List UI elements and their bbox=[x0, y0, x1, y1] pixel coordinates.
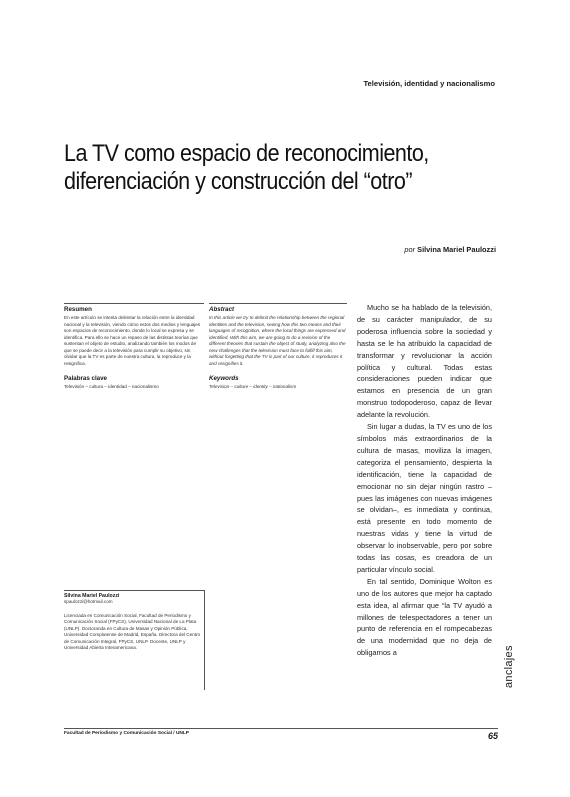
title-line-1: La TV como espacio de reconocimiento, bbox=[64, 140, 429, 167]
author-bio: Licenciada en Comunicación Social, Facultad de Periodismo y Comunicación Social (FPyCS), Universidad Nacional de La Plata (UNLP). Doctoranda en Cultura de Masas y Opinión Pública, Universidad Complutense de Madrid, España. Directora del Centro de Comunicación Integral, FPyCS, UNLP. Docente, UNLP y Universidad Abierta Interamericana. bbox=[64, 612, 201, 650]
body-text bbox=[357, 302, 492, 659]
byline-prefix: por bbox=[404, 245, 416, 254]
keywords-heading: Palabras clave bbox=[64, 375, 108, 382]
body-paragraph: En tal sentido, Dominique Wolton es uno de los autores que mejor ha captado esta idea, al afirmar que “la TV ayudó a millones de telespectadores a tener un punto de referencia en el rompecabezas de una modernidad que no deja de obligarnos a bbox=[357, 576, 492, 658]
resumen-block bbox=[64, 306, 202, 391]
running-head: Televisión, identidad y nacionalismo bbox=[363, 79, 495, 88]
footer-text: Facultad de Periodismo y Comunicación Social / UNLP bbox=[64, 731, 190, 736]
abstract-heading: Abstract bbox=[209, 306, 235, 313]
article-title bbox=[64, 140, 451, 196]
title-line-2: diferenciación y construcción del “otro” bbox=[64, 168, 412, 195]
resumen-heading: Resumen bbox=[64, 306, 92, 313]
abstract-text: In this article we try to delimit the relationship between the regional identities and the television, seeing how this two means and their languages of recognition, where the local things are expressed and identified. With this aim, we are going to do a revision of the different theories that sustain the object of study, analyzing also the new challenges that the television must face to fulfill this aim, without forgetting that the TV is part of our culture, it reproduces it and resignifies it. bbox=[209, 315, 346, 366]
divider bbox=[204, 590, 205, 690]
divider bbox=[64, 303, 204, 304]
byline bbox=[300, 245, 496, 254]
page-number: 65 bbox=[487, 731, 498, 741]
divider bbox=[209, 303, 347, 304]
author-name: Silvina Mariel Paulozzi bbox=[64, 593, 120, 599]
body-paragraph: Sin lugar a dudas, la TV es uno de los símbolos más extraordinarios de la cultura de masas, moviliza la imagen, categoriza el pensamiento, despierta la identificación, tiene la capacidad de emocionar no sin dejar ningún rastro –pues las imágenes con nuevas imágenes se olvidan–, es inmediata y continua, está presente en todo momento de nuestras vidas y tiene la virtud de observar lo inobservable, pero por sobre todas las cosas, es creadora de un particular vínculo social. bbox=[357, 422, 492, 574]
abstract-keywords-heading: Keywords bbox=[209, 375, 239, 382]
abstract-keywords-text: Television – culture – identity – nationalism bbox=[209, 384, 297, 389]
body-paragraph: Mucho se ha hablado de la televisión, de su carácter manipulador, de su poderosa influencia sobre la sociedad y hasta se le ha atribuido la capacidad de transformar y revolucionar la acción política y cultural. Todas estas consideraciones pueden indicar que estamos en presencia de un gran monstruo todopoderoso, capaz de llevar adelante la revolución. bbox=[357, 303, 492, 420]
resumen-text: En este artículo se intenta delimitar la relación entre la identidad nacional y la televisión, viendo cómo estos dos medios y lenguajes son espacios de reconocimiento, donde lo local se expresa y se identifica. Para ello se hace un repaso de las distintas teorías que sustentan el objeto de estudio, analizando también los modos de que se puede decir a la televisión para cumplir su objetivo, sin olvidar que la TV es parte de nuestra cultura, la reproduce y la resignifica. bbox=[64, 315, 201, 366]
divider bbox=[64, 590, 204, 591]
byline-author: Silvina Mariel Paulozzi bbox=[417, 245, 496, 254]
footer-rule bbox=[64, 728, 498, 729]
keywords-text: Televisión – cultura – identidad – nacionalismo bbox=[64, 384, 159, 389]
abstract-block bbox=[209, 306, 347, 391]
journal-brand: anclajes bbox=[503, 645, 515, 688]
author-info bbox=[64, 593, 204, 652]
author-email: spaulozzi@hotmail.com bbox=[64, 599, 113, 604]
